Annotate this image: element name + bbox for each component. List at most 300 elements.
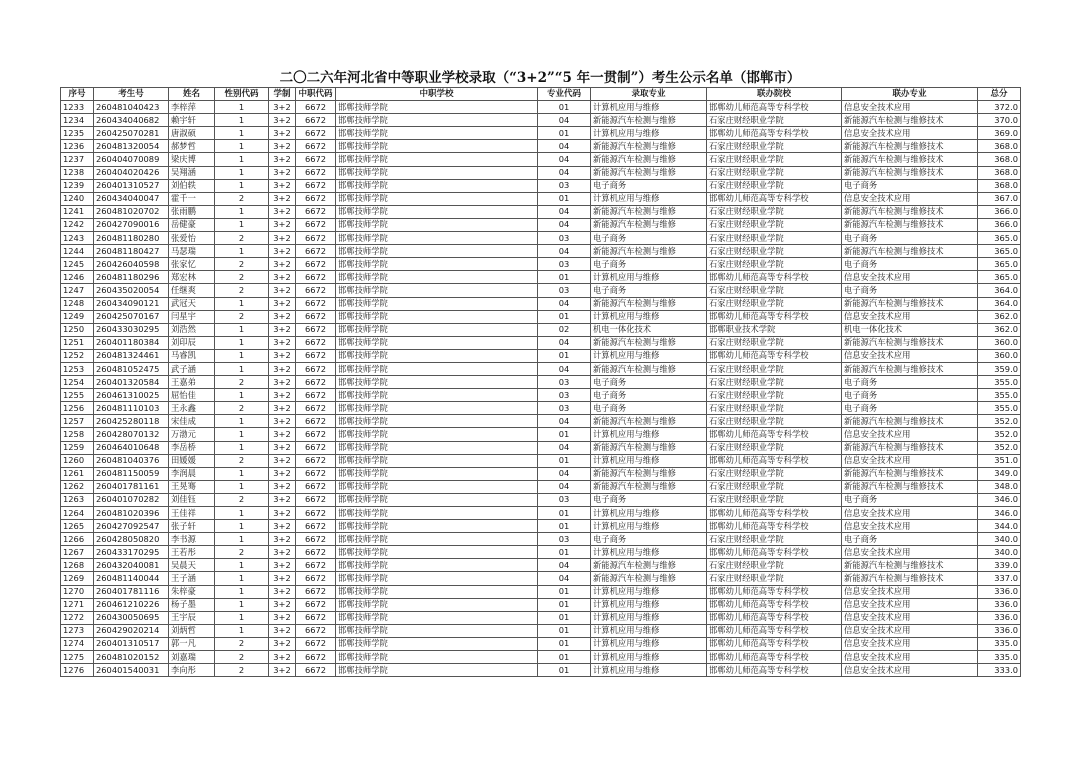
table-row (61, 258, 1021, 271)
cell-school-code: 6672 (296, 559, 336, 572)
cell-partner-college: 石家庄财经职业学院 (707, 232, 842, 245)
cell-exam-id: 260481180427 (94, 245, 169, 258)
cell-total-score: 355.0 (978, 389, 1021, 402)
cell-exam-id: 260433030295 (94, 323, 169, 336)
cell-exam-id: 260428070132 (94, 428, 169, 441)
cell-school-code: 6672 (296, 362, 336, 375)
table-row (61, 336, 1021, 349)
cell-major-code: 01 (538, 507, 591, 520)
page-title: 二〇二六年河北省中等职业学校录取（“3+2”“5 年一贯制”）考生公示名单（邯郸市） (279, 70, 801, 86)
cell-name: 任继爽 (169, 284, 215, 297)
cell-school: 邯郸技师学院 (336, 651, 538, 664)
cell-total-score: 349.0 (978, 467, 1021, 480)
cell-gender-code: 1 (215, 598, 269, 611)
cell-seq: 1255 (61, 389, 94, 402)
cell-major-code: 04 (538, 559, 591, 572)
cell-partner-college: 石家庄财经职业学院 (707, 480, 842, 493)
cell-major: 电子商务 (591, 376, 707, 389)
cell-school: 邯郸技师学院 (336, 232, 538, 245)
cell-major-code: 01 (538, 520, 591, 533)
header-gender-code: 性别代码 (215, 88, 269, 101)
cell-total-score: 351.0 (978, 454, 1021, 467)
cell-partner-college: 邯郸职业技术学院 (707, 323, 842, 336)
header-school: 中职学校 (336, 88, 538, 101)
cell-partner-major: 信息安全技术应用 (842, 624, 978, 637)
cell-partner-major: 电子商务 (842, 389, 978, 402)
cell-partner-college: 邯郸幼儿师范高等专科学校 (707, 598, 842, 611)
cell-major: 计算机应用与维修 (591, 349, 707, 362)
cell-school-code: 6672 (296, 651, 336, 664)
cell-school: 邯郸技师学院 (336, 428, 538, 441)
cell-name: 岳健豪 (169, 218, 215, 231)
cell-exam-id: 260434040682 (94, 114, 169, 127)
cell-exam-id: 260429020214 (94, 624, 169, 637)
cell-exam-id: 260434090121 (94, 297, 169, 310)
cell-seq: 1273 (61, 624, 94, 637)
cell-partner-college: 邯郸幼儿师范高等专科学校 (707, 624, 842, 637)
cell-major: 电子商务 (591, 389, 707, 402)
cell-school: 邯郸技师学院 (336, 271, 538, 284)
cell-name: 宋佳成 (169, 415, 215, 428)
cell-partner-college: 石家庄财经职业学院 (707, 297, 842, 310)
cell-major: 计算机应用与维修 (591, 271, 707, 284)
table-row (61, 637, 1021, 650)
cell-major: 计算机应用与维修 (591, 454, 707, 467)
table-row (61, 585, 1021, 598)
cell-partner-major: 新能源汽车检测与维修技术 (842, 572, 978, 585)
cell-partner-major: 电子商务 (842, 402, 978, 415)
cell-major: 电子商务 (591, 179, 707, 192)
cell-school-code: 6672 (296, 624, 336, 637)
cell-major-code: 03 (538, 533, 591, 546)
cell-partner-major: 电子商务 (842, 284, 978, 297)
table-row (61, 467, 1021, 480)
cell-gender-code: 1 (215, 559, 269, 572)
cell-partner-college: 邯郸幼儿师范高等专科学校 (707, 546, 842, 559)
cell-school-code: 6672 (296, 572, 336, 585)
cell-partner-major: 新能源汽车检测与维修技术 (842, 559, 978, 572)
cell-seq: 1267 (61, 546, 94, 559)
cell-seq: 1235 (61, 127, 94, 140)
cell-system: 3+2 (269, 218, 296, 231)
cell-partner-college: 邯郸幼儿师范高等专科学校 (707, 349, 842, 362)
cell-name: 张子轩 (169, 520, 215, 533)
cell-partner-college: 石家庄财经职业学院 (707, 336, 842, 349)
cell-system: 3+2 (269, 480, 296, 493)
cell-seq: 1244 (61, 245, 94, 258)
cell-partner-college: 石家庄财经职业学院 (707, 572, 842, 585)
cell-exam-id: 260425280118 (94, 415, 169, 428)
cell-system: 3+2 (269, 520, 296, 533)
table-row (61, 271, 1021, 284)
cell-major: 新能源汽车检测与维修 (591, 218, 707, 231)
cell-partner-college: 邯郸幼儿师范高等专科学校 (707, 454, 842, 467)
cell-total-score: 362.0 (978, 310, 1021, 323)
cell-gender-code: 2 (215, 232, 269, 245)
cell-school-code: 6672 (296, 349, 336, 362)
table-row (61, 192, 1021, 205)
cell-major: 计算机应用与维修 (591, 664, 707, 677)
table-row (61, 533, 1021, 546)
table-row (61, 376, 1021, 389)
cell-major-code: 01 (538, 611, 591, 624)
cell-name: 刘印辰 (169, 336, 215, 349)
cell-system: 3+2 (269, 166, 296, 179)
cell-seq: 1249 (61, 310, 94, 323)
cell-major: 电子商务 (591, 258, 707, 271)
cell-school-code: 6672 (296, 546, 336, 559)
cell-partner-college: 石家庄财经职业学院 (707, 245, 842, 258)
cell-major-code: 03 (538, 493, 591, 506)
cell-partner-major: 新能源汽车检测与维修技术 (842, 153, 978, 166)
cell-total-score: 366.0 (978, 205, 1021, 218)
cell-major-code: 03 (538, 389, 591, 402)
cell-partner-major: 信息安全技术应用 (842, 611, 978, 624)
cell-major-code: 04 (538, 362, 591, 375)
cell-name: 郑宏林 (169, 271, 215, 284)
cell-partner-major: 新能源汽车检测与维修技术 (842, 218, 978, 231)
cell-school: 邯郸技师学院 (336, 166, 538, 179)
cell-school: 邯郸技师学院 (336, 362, 538, 375)
cell-name: 刘嘉瑞 (169, 651, 215, 664)
cell-partner-major: 信息安全技术应用 (842, 585, 978, 598)
cell-school: 邯郸技师学院 (336, 520, 538, 533)
cell-seq: 1236 (61, 140, 94, 153)
cell-major: 计算机应用与维修 (591, 428, 707, 441)
cell-seq: 1268 (61, 559, 94, 572)
cell-seq: 1243 (61, 232, 94, 245)
cell-system: 3+2 (269, 297, 296, 310)
cell-exam-id: 260481020702 (94, 205, 169, 218)
cell-gender-code: 1 (215, 323, 269, 336)
cell-partner-major: 电子商务 (842, 376, 978, 389)
cell-seq: 1240 (61, 192, 94, 205)
cell-total-score: 340.0 (978, 546, 1021, 559)
cell-major-code: 04 (538, 467, 591, 480)
cell-partner-college: 石家庄财经职业学院 (707, 402, 842, 415)
cell-school: 邯郸技师学院 (336, 637, 538, 650)
cell-partner-major: 新能源汽车检测与维修技术 (842, 336, 978, 349)
table-row (61, 415, 1021, 428)
table-row (61, 611, 1021, 624)
cell-system: 3+2 (269, 507, 296, 520)
cell-major-code: 01 (538, 598, 591, 611)
cell-partner-college: 邯郸幼儿师范高等专科学校 (707, 192, 842, 205)
header-seq: 序号 (61, 88, 94, 101)
cell-name: 王佳祥 (169, 507, 215, 520)
cell-gender-code: 2 (215, 376, 269, 389)
cell-major-code: 01 (538, 585, 591, 598)
cell-name: 李书源 (169, 533, 215, 546)
cell-gender-code: 1 (215, 153, 269, 166)
cell-total-score: 367.0 (978, 192, 1021, 205)
cell-partner-major: 新能源汽车检测与维修技术 (842, 140, 978, 153)
cell-gender-code: 2 (215, 651, 269, 664)
cell-total-score: 359.0 (978, 362, 1021, 375)
cell-major-code: 04 (538, 297, 591, 310)
cell-school-code: 6672 (296, 153, 336, 166)
cell-system: 3+2 (269, 232, 296, 245)
cell-seq: 1274 (61, 637, 94, 650)
cell-exam-id: 260481320054 (94, 140, 169, 153)
header-total-score: 总分 (978, 88, 1021, 101)
cell-partner-college: 邯郸幼儿师范高等专科学校 (707, 310, 842, 323)
cell-name: 刘炳哲 (169, 624, 215, 637)
cell-partner-college: 石家庄财经职业学院 (707, 205, 842, 218)
cell-school: 邯郸技师学院 (336, 179, 538, 192)
cell-partner-major: 信息安全技术应用 (842, 271, 978, 284)
cell-gender-code: 2 (215, 637, 269, 650)
cell-major-code: 03 (538, 258, 591, 271)
cell-gender-code: 2 (215, 284, 269, 297)
cell-gender-code: 2 (215, 258, 269, 271)
cell-school-code: 6672 (296, 323, 336, 336)
cell-exam-id: 260401180384 (94, 336, 169, 349)
cell-partner-college: 邯郸幼儿师范高等专科学校 (707, 651, 842, 664)
cell-gender-code: 1 (215, 611, 269, 624)
cell-name: 王晃骞 (169, 480, 215, 493)
cell-partner-major: 新能源汽车检测与维修技术 (842, 480, 978, 493)
cell-gender-code: 2 (215, 546, 269, 559)
cell-major-code: 04 (538, 480, 591, 493)
cell-total-score: 365.0 (978, 245, 1021, 258)
cell-school-code: 6672 (296, 480, 336, 493)
cell-seq: 1247 (61, 284, 94, 297)
cell-total-score: 337.0 (978, 572, 1021, 585)
cell-name: 郝梦哲 (169, 140, 215, 153)
cell-school: 邯郸技师学院 (336, 192, 538, 205)
cell-school-code: 6672 (296, 114, 336, 127)
cell-school: 邯郸技师学院 (336, 664, 538, 677)
cell-seq: 1276 (61, 664, 94, 677)
cell-name: 杨子墨 (169, 598, 215, 611)
cell-total-score: 366.0 (978, 218, 1021, 231)
cell-major: 计算机应用与维修 (591, 637, 707, 650)
cell-system: 3+2 (269, 664, 296, 677)
cell-exam-id: 260435020054 (94, 284, 169, 297)
cell-total-score: 336.0 (978, 585, 1021, 598)
cell-system: 3+2 (269, 140, 296, 153)
cell-name: 梁庆博 (169, 153, 215, 166)
cell-major-code: 01 (538, 127, 591, 140)
cell-partner-major: 新能源汽车检测与维修技术 (842, 205, 978, 218)
cell-school: 邯郸技师学院 (336, 245, 538, 258)
cell-gender-code: 2 (215, 454, 269, 467)
cell-school-code: 6672 (296, 611, 336, 624)
cell-seq: 1257 (61, 415, 94, 428)
cell-seq: 1260 (61, 454, 94, 467)
cell-gender-code: 1 (215, 127, 269, 140)
cell-partner-college: 石家庄财经职业学院 (707, 362, 842, 375)
cell-system: 3+2 (269, 546, 296, 559)
cell-major: 电子商务 (591, 284, 707, 297)
header-major-code: 专业代码 (538, 88, 591, 101)
cell-system: 3+2 (269, 598, 296, 611)
cell-partner-college: 石家庄财经职业学院 (707, 140, 842, 153)
cell-partner-college: 邯郸幼儿师范高等专科学校 (707, 520, 842, 533)
table-row (61, 218, 1021, 231)
cell-name: 马睿凯 (169, 349, 215, 362)
cell-exam-id: 260427092547 (94, 520, 169, 533)
cell-gender-code: 1 (215, 415, 269, 428)
cell-exam-id: 260404020426 (94, 166, 169, 179)
cell-major: 计算机应用与维修 (591, 127, 707, 140)
cell-partner-college: 石家庄财经职业学院 (707, 218, 842, 231)
cell-school-code: 6672 (296, 467, 336, 480)
cell-seq: 1242 (61, 218, 94, 231)
cell-major-code: 04 (538, 336, 591, 349)
cell-partner-major: 电子商务 (842, 179, 978, 192)
cell-major-code: 01 (538, 192, 591, 205)
cell-partner-major: 信息安全技术应用 (842, 507, 978, 520)
cell-partner-major: 新能源汽车检测与维修技术 (842, 297, 978, 310)
cell-seq: 1258 (61, 428, 94, 441)
cell-major-code: 04 (538, 205, 591, 218)
cell-total-score: 362.0 (978, 323, 1021, 336)
cell-major-code: 04 (538, 140, 591, 153)
cell-school-code: 6672 (296, 441, 336, 454)
cell-name: 朱梓豪 (169, 585, 215, 598)
cell-school-code: 6672 (296, 192, 336, 205)
cell-name: 屈怡佳 (169, 389, 215, 402)
cell-total-score: 335.0 (978, 637, 1021, 650)
cell-seq: 1271 (61, 598, 94, 611)
cell-seq: 1234 (61, 114, 94, 127)
cell-exam-id: 260427090016 (94, 218, 169, 231)
cell-school-code: 6672 (296, 454, 336, 467)
cell-total-score: 339.0 (978, 559, 1021, 572)
cell-gender-code: 1 (215, 624, 269, 637)
cell-gender-code: 2 (215, 402, 269, 415)
cell-gender-code: 1 (215, 441, 269, 454)
cell-gender-code: 1 (215, 585, 269, 598)
cell-exam-id: 260461210226 (94, 598, 169, 611)
cell-partner-college: 邯郸幼儿师范高等专科学校 (707, 637, 842, 650)
cell-school: 邯郸技师学院 (336, 611, 538, 624)
header-name: 姓名 (169, 88, 215, 101)
cell-school-code: 6672 (296, 336, 336, 349)
cell-major: 机电一体化技术 (591, 323, 707, 336)
cell-exam-id: 260481052475 (94, 362, 169, 375)
cell-major-code: 04 (538, 218, 591, 231)
cell-school: 邯郸技师学院 (336, 101, 538, 114)
cell-school: 邯郸技师学院 (336, 559, 538, 572)
cell-gender-code: 1 (215, 520, 269, 533)
cell-system: 3+2 (269, 271, 296, 284)
cell-partner-major: 新能源汽车检测与维修技术 (842, 467, 978, 480)
cell-school-code: 6672 (296, 664, 336, 677)
cell-seq: 1259 (61, 441, 94, 454)
cell-system: 3+2 (269, 651, 296, 664)
cell-major-code: 03 (538, 232, 591, 245)
cell-seq: 1253 (61, 362, 94, 375)
cell-major: 新能源汽车检测与维修 (591, 297, 707, 310)
cell-name: 李润晨 (169, 467, 215, 480)
cell-gender-code: 1 (215, 101, 269, 114)
cell-school-code: 6672 (296, 507, 336, 520)
cell-seq: 1269 (61, 572, 94, 585)
cell-major-code: 01 (538, 454, 591, 467)
table-row (61, 651, 1021, 664)
table-row (61, 454, 1021, 467)
cell-partner-major: 信息安全技术应用 (842, 598, 978, 611)
cell-school: 邯郸技师学院 (336, 441, 538, 454)
cell-major: 新能源汽车检测与维修 (591, 362, 707, 375)
cell-school: 邯郸技师学院 (336, 389, 538, 402)
cell-major-code: 01 (538, 310, 591, 323)
cell-gender-code: 2 (215, 664, 269, 677)
cell-major-code: 01 (538, 664, 591, 677)
cell-partner-major: 信息安全技术应用 (842, 310, 978, 323)
cell-exam-id: 260481040376 (94, 454, 169, 467)
cell-school-code: 6672 (296, 389, 336, 402)
cell-school-code: 6672 (296, 585, 336, 598)
header-exam-id: 考生号 (94, 88, 169, 101)
cell-seq: 1270 (61, 585, 94, 598)
cell-major: 新能源汽车检测与维修 (591, 245, 707, 258)
cell-gender-code: 1 (215, 349, 269, 362)
cell-school-code: 6672 (296, 310, 336, 323)
cell-total-score: 368.0 (978, 140, 1021, 153)
cell-system: 3+2 (269, 376, 296, 389)
table-row (61, 114, 1021, 127)
cell-major: 计算机应用与维修 (591, 611, 707, 624)
cell-school-code: 6672 (296, 533, 336, 546)
cell-partner-college: 石家庄财经职业学院 (707, 153, 842, 166)
cell-system: 3+2 (269, 402, 296, 415)
cell-exam-id: 260481180280 (94, 232, 169, 245)
cell-school-code: 6672 (296, 637, 336, 650)
cell-major: 新能源汽车检测与维修 (591, 336, 707, 349)
cell-major: 计算机应用与维修 (591, 507, 707, 520)
cell-name: 吴翔涵 (169, 166, 215, 179)
cell-partner-college: 石家庄财经职业学院 (707, 179, 842, 192)
cell-school: 邯郸技师学院 (336, 310, 538, 323)
cell-exam-id: 260425070167 (94, 310, 169, 323)
cell-gender-code: 1 (215, 179, 269, 192)
cell-school: 邯郸技师学院 (336, 140, 538, 153)
cell-seq: 1248 (61, 297, 94, 310)
header-school-code: 中职代码 (296, 88, 336, 101)
cell-school: 邯郸技师学院 (336, 572, 538, 585)
cell-system: 3+2 (269, 572, 296, 585)
cell-gender-code: 2 (215, 310, 269, 323)
cell-partner-major: 信息安全技术应用 (842, 520, 978, 533)
header-partner-major: 联办专业 (842, 88, 978, 101)
cell-school: 邯郸技师学院 (336, 467, 538, 480)
table-row (61, 572, 1021, 585)
cell-name: 武子涵 (169, 362, 215, 375)
cell-seq: 1250 (61, 323, 94, 336)
cell-major: 计算机应用与维修 (591, 651, 707, 664)
cell-name: 王永鑫 (169, 402, 215, 415)
cell-major-code: 04 (538, 153, 591, 166)
cell-school-code: 6672 (296, 297, 336, 310)
cell-total-score: 368.0 (978, 153, 1021, 166)
cell-exam-id: 260401781116 (94, 585, 169, 598)
table-row (61, 232, 1021, 245)
cell-total-score: 336.0 (978, 598, 1021, 611)
cell-total-score: 355.0 (978, 402, 1021, 415)
cell-total-score: 352.0 (978, 428, 1021, 441)
cell-school-code: 6672 (296, 258, 336, 271)
cell-school-code: 6672 (296, 232, 336, 245)
cell-name: 闫星宇 (169, 310, 215, 323)
cell-total-score: 372.0 (978, 101, 1021, 114)
cell-partner-major: 信息安全技术应用 (842, 454, 978, 467)
cell-major-code: 01 (538, 637, 591, 650)
table-row (61, 598, 1021, 611)
